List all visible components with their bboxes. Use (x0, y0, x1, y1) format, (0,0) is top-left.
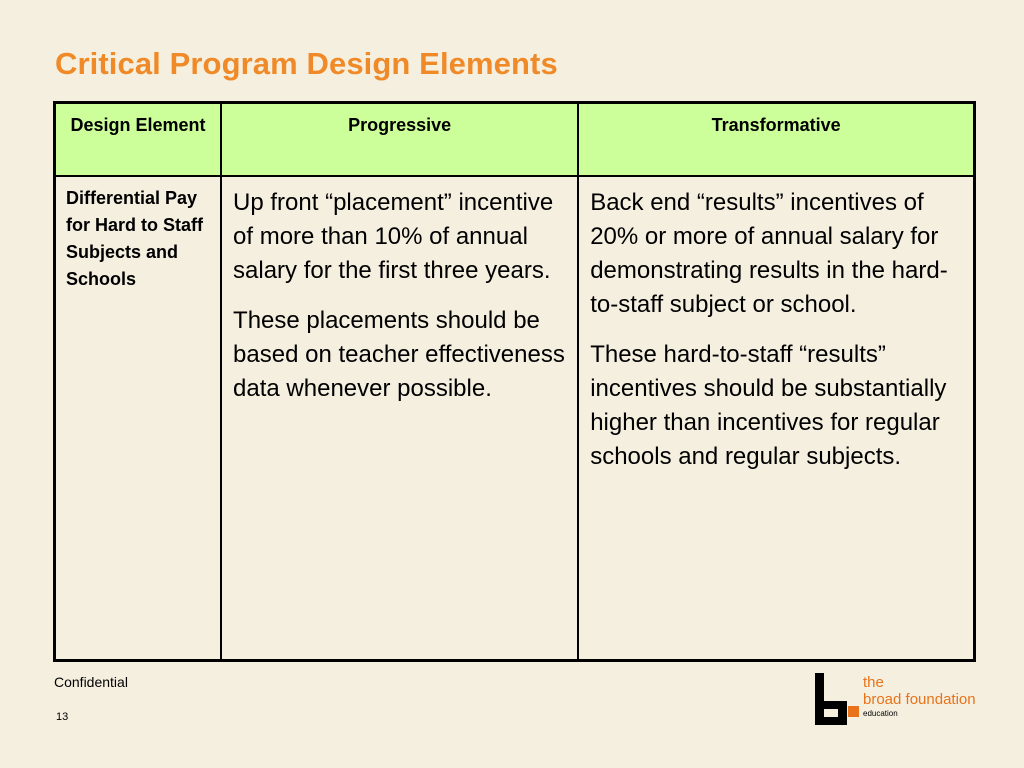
logo-wordmark (863, 674, 976, 720)
header-progressive: Progressive (221, 103, 578, 177)
progressive-cell (221, 176, 578, 661)
transformative-paragraph: Back end “results” incentives of 20% or more of annual salary for demonstrating results in the hard-to-staff subject or school. (590, 189, 948, 318)
header-transformative: Transformative (578, 103, 974, 177)
header-design-element: Design Element (55, 103, 222, 177)
broad-foundation-logo (815, 673, 990, 728)
design-elements-table (53, 101, 976, 662)
transformative-cell (578, 176, 974, 661)
page-number: 13 (56, 711, 69, 723)
logo-education: education (863, 709, 898, 718)
logo-broad-foundation (863, 691, 976, 708)
logo-broad: broad (863, 691, 902, 708)
transformative-paragraph: These hard-to-staff “results” incentives should be substantially higher than incentives for regular schools and regular subjects. (590, 341, 947, 470)
progressive-paragraph: Up front “placement” incentive of more than 10% of annual salary for the first three years. (233, 189, 554, 284)
broad-foundation-logo-icon (815, 673, 861, 725)
logo-foundation: foundation (905, 691, 976, 708)
table-header-row (55, 103, 975, 177)
progressive-paragraph: These placements should be based on teacher effectiveness data whenever possible. (233, 307, 565, 402)
design-element-cell: Differential Pay for Hard to Staff Subjects and Schools (55, 176, 222, 661)
slide-title: Critical Program Design Elements (55, 46, 558, 81)
table-row (55, 176, 975, 661)
logo-the: the (863, 674, 884, 691)
confidential-label: Confidential (54, 674, 128, 690)
